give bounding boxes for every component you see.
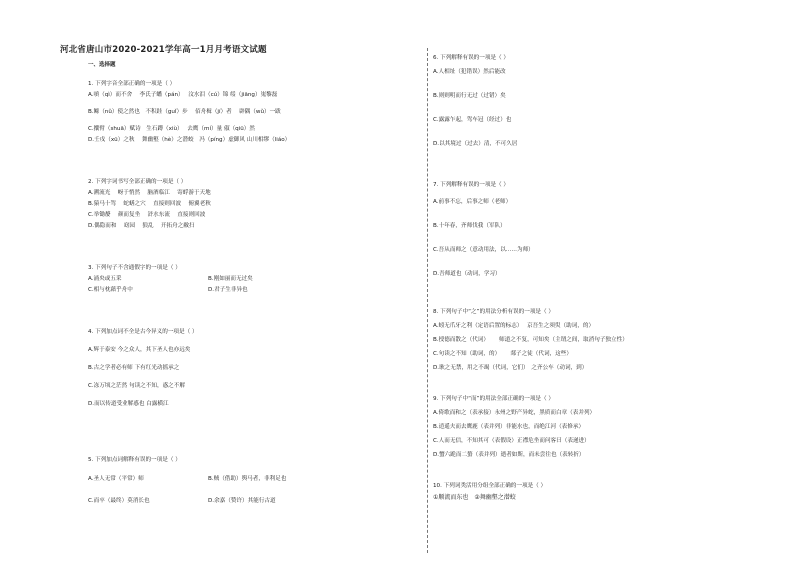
option-d: D.以其境过（过去）清，不可久居 [433,141,518,147]
question-1 [88,79,290,146]
option-b: B.授德而散之（代词） 师道之不复，可知矣（主谓之间，取消句子独立性） [433,337,628,343]
option-a: A.溯流光 岈于悄然 脑酒临江 寄蜉游于天地 [88,190,211,196]
option-d: D.余嘉（赞许）其能行古道 [208,498,276,504]
question-5 [88,455,328,507]
option-b: B.贼（借助）舆马者，非利足也 [208,476,287,482]
option-b: B.逍遥夫而去鹰鹿（表并列）非能水也，而绝江河（表修承） [433,424,585,430]
question-stem: 10. 下列词类活用分组全部正确的一项是（ ） [433,483,547,489]
question-9 [433,394,595,461]
option-a: A.辉于泰安 今之众人，其下圣人也亦远矣 [88,347,191,353]
option-a: A.前事不忘，后事之师（老师） [433,199,512,205]
exam-title: 河北省唐山市2020-2021学年高一1月月考语文试题 [60,45,267,55]
option-a: A.蚓无爪牙之利（定语后置的标志） 京吾生之须臾（助词，的） [433,323,595,329]
option-c: C.句读之不知（助词，的） 郯子之徒（代词，这些） [433,351,572,357]
question-stem: 5. 下列加点词解释有误的一项是（ ） [88,457,181,463]
question-stem: 4. 下列加点词不全是古今异义的一项是（ ） [88,329,198,335]
question-stem: 9. 下列句子中“而”的用法全部正确的一项是（ ） [433,396,554,402]
option-b: B.古之学者必有师 下有红光动摇承之 [88,365,180,371]
question-stem: 2. 下列字词书写全部正确的一项是（ ） [88,179,187,185]
question-10 [433,481,546,503]
question-2 [88,177,211,232]
option-c: C.而卒（最终）莫消长也 [88,498,150,504]
option-d: D.耿之无禁，用之不竭（代词，它们） 之齐公车（动词，到） [433,365,588,371]
question-4 [88,327,198,410]
option-b: B.十年春，齐师伐我（军队） [433,223,506,229]
option-b: B.刚如丽而无过矣 [208,276,253,282]
option-a: A.涌央或五采 [88,276,122,282]
question-stem: 6. 下列解释有误的一项是（ ） [433,55,510,61]
option-d: D.君子生非异也 [208,287,248,293]
section-heading: 一、选择题 [88,62,116,68]
option-d: D.偶隐而和 窈园 狼乱 开拓舟之敝扫 [88,223,195,229]
question-stem: 7. 下列解释有误的一项是（ ） [433,182,510,188]
option-d: D.蟹六跪而二螯（表并列）逝者如斯，而未尝往也（表转折） [433,452,585,458]
option-b: B.则则明而行无过（过错）矣 [433,93,506,99]
option-c: C.人而无信，不知其可（表假设）正襟危坐而问客曰（表递进） [433,438,590,444]
option-b: B.鲧（nǔ）使之然也 不积跬（guǐ）步 佰舟楫（jí）者 辟隅（wǔ）一跋 [88,109,281,115]
question-3 [88,263,328,296]
question-stem: 8. 下列句子中“之”的用法分析有误的一项是（ ） [433,309,554,315]
option-items: ①顺流而东也 ②舞幽壑之潜蛟 [433,494,516,501]
right-column [433,0,733,562]
question-stem: 3. 下列句子不含通假字的一项是（ ） [88,265,181,271]
option-c: C.举锄嫠 颜而复坐 浒水东流 直接则回波 [88,212,206,218]
option-d: D.壬戌（xū）之秋 舞幽壑（hè）之潜蛟 冯（píng）虚御风 山川相缪（liáo） [88,137,291,143]
option-a: A.倚歌而和之（表承接）永州之野产异蛇，黑质而白章（表并列） [433,410,596,416]
question-6 [433,53,517,150]
option-d: D.吾师道也（动词，学习） [433,271,501,277]
option-c: C.露露乍起，驾车冠（经过）也 [433,117,512,123]
option-d: D.而以传道受业解惑也 白露横江 [88,401,169,407]
option-c: C.相与枕藉乎舟中 [88,287,133,293]
option-a: A.人相址（犯错误）然后能改 [433,69,506,75]
option-c: C.冻万顷之茫然 句读之不知，惑之不解 [88,383,185,389]
option-a: A.嗔（qì）而不舍 李氏子蟠（pán） 汶水泪（cú）锦 绥（jiāng）嵬黎磊 [88,92,278,98]
column-divider [427,48,428,553]
question-stem: 1. 下列字音全部正确的一项是（ ） [88,81,176,87]
option-b: B.猿马十驾 蛇蟮之穴 直接则回波 俯翼老秋 [88,201,211,207]
option-a: A.圣人无常（平常）师 [88,476,144,482]
option-c: C.攮臂（shuā）赋诗 生石蹲（xiù） 去鹰（mí）量 俶（qiū）然 [88,126,255,132]
option-c: C.吾从而师之（意动用法，以……为师） [433,247,534,253]
question-8 [433,307,628,374]
question-7 [433,180,534,280]
left-column [88,0,420,562]
